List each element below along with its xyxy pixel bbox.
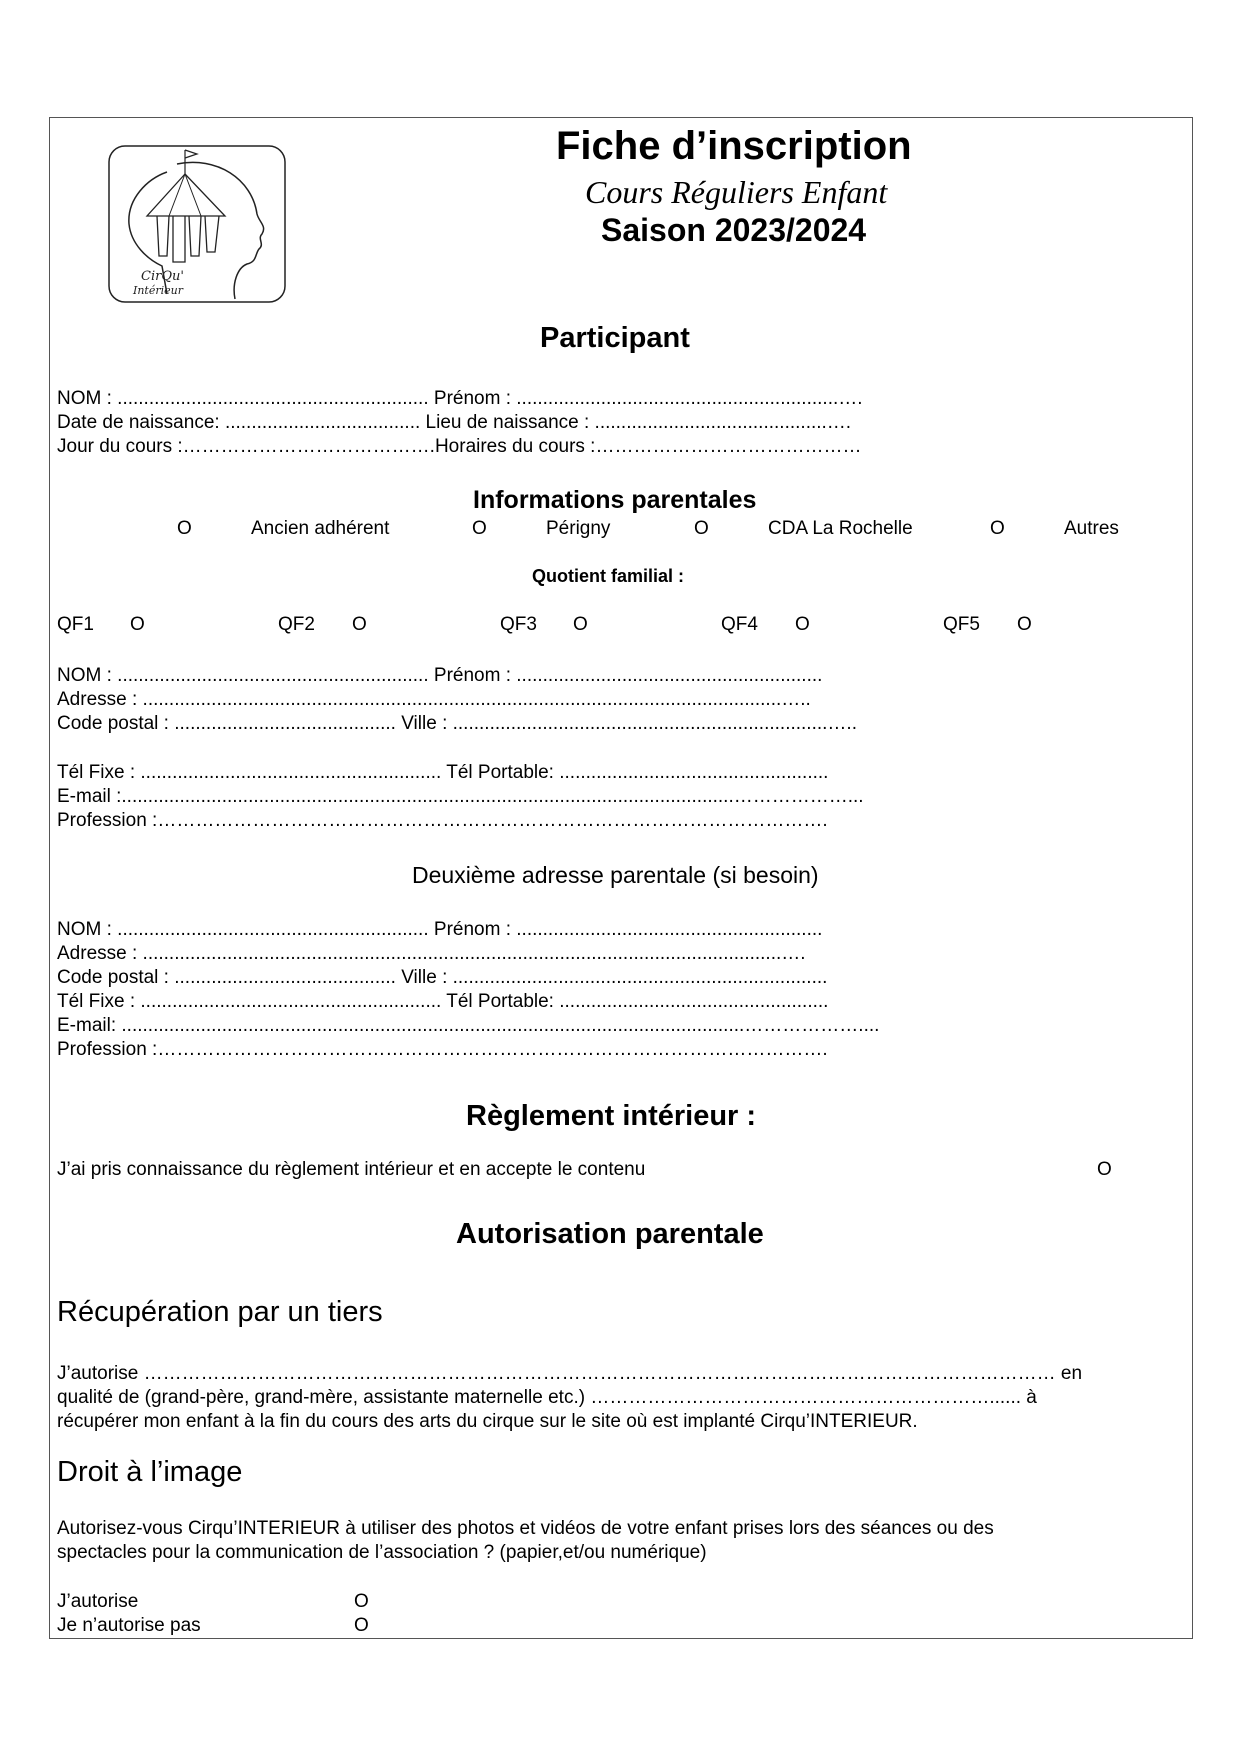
parent2-profession-line[interactable]: Profession :……………………………………………………………………………………………. (57, 1039, 828, 1060)
reglement-circle[interactable]: O (1097, 1159, 1112, 1180)
logo-text-2: Intérieur (133, 284, 183, 297)
choice-autorise-label: J’autorise (57, 1591, 139, 1612)
option-label-cda: CDA La Rochelle (768, 518, 913, 539)
option-label-ancien: Ancien adhérent (251, 518, 390, 539)
qf1-label: QF1 (57, 614, 94, 635)
parent1-address-line[interactable]: Adresse : .........................................................................................................................….. (57, 689, 811, 710)
qf2-label: QF2 (278, 614, 315, 635)
qf-heading: Quotient familial : (532, 566, 685, 586)
qf4-label: QF4 (721, 614, 758, 635)
logo-text-1: CirQu' (141, 269, 184, 284)
parent1-phone-line[interactable]: Tél Fixe : ......................................................... Tél Portable: ................................................... (57, 762, 829, 783)
tiers-line-3: récupérer mon enfant à la fin du cours des arts du cirque sur le site où est implanté Cirqu’INTERIEUR. (57, 1411, 918, 1432)
tiers-line-1[interactable]: J’autorise ……………………………………………………………………………………………………………………………… en (57, 1363, 1083, 1384)
qf3-circle[interactable]: O (573, 614, 588, 635)
option-circle-autres[interactable]: O (990, 518, 1005, 539)
parent1-city-line[interactable]: Code postal : .......................................... Ville : .......................................................................….. (57, 713, 857, 734)
participant-course-line[interactable]: Jour du cours :………………………………….Horaires du cours :…………………………………… (57, 436, 862, 457)
form-title: Fiche d’inscription (556, 124, 912, 168)
image-heading: Droit à l’image (57, 1456, 243, 1488)
qf2-circle[interactable]: O (352, 614, 367, 635)
qf4-circle[interactable]: O (795, 614, 810, 635)
option-circle-cda[interactable]: O (694, 518, 709, 539)
parents-heading: Informations parentales (473, 486, 757, 514)
cirqu-interieur-logo (107, 144, 287, 304)
qf1-circle[interactable]: O (130, 614, 145, 635)
participant-name-line[interactable]: NOM : ........................................................... Prénom : .............................................................…. (57, 388, 863, 409)
image-line-2: spectacles pour la communication de l’association ? (papier,et/ou numérique) (57, 1542, 707, 1563)
parent2-email-line[interactable]: E-mail: ......................................................................................................................……………….... (57, 1015, 880, 1036)
qf5-label: QF5 (943, 614, 980, 635)
parent2-address-line[interactable]: Adresse : .........................................................................................................................…. (57, 943, 806, 964)
choice-refuse-label: Je n’autorise pas (57, 1615, 201, 1636)
form-subtitle: Cours Réguliers Enfant (585, 174, 888, 210)
qf3-label: QF3 (500, 614, 537, 635)
reglement-text: J’ai pris connaissance du règlement intérieur et en accepte le contenu (57, 1159, 646, 1180)
tiers-line-2[interactable]: qualité de (grand-père, grand-mère, assistante maternelle etc.) ………………………………………………………...... à (57, 1387, 1037, 1408)
parent2-phone-line[interactable]: Tél Fixe : ......................................................... Tél Portable: ................................................... (57, 991, 829, 1012)
option-circle-ancien[interactable]: O (177, 518, 192, 539)
option-label-perigny: Périgny (546, 518, 611, 539)
parent1-profession-line[interactable]: Profession :……………………………………………………………………………………………. (57, 810, 828, 831)
reglement-heading: Règlement intérieur : (466, 1100, 757, 1132)
second-address-heading: Deuxième adresse parentale (si besoin) (412, 862, 819, 888)
image-line-1: Autorisez-vous Cirqu’INTERIEUR à utiliser des photos et vidéos de votre enfant prises lors des séances ou des (57, 1518, 994, 1539)
participant-birth-line[interactable]: Date de naissance: ..................................... Lieu de naissance : ............................................…. (57, 412, 852, 433)
option-circle-perigny[interactable]: O (472, 518, 487, 539)
parent1-email-line[interactable]: E-mail :....................................................................................................................………………... (57, 786, 864, 807)
form-season: Saison 2023/2024 (601, 212, 867, 248)
option-label-autres: Autres (1064, 518, 1119, 539)
parent2-city-line[interactable]: Code postal : .......................................... Ville : ....................................................................... (57, 967, 828, 988)
parent2-name-line[interactable]: NOM : ........................................................... Prénom : .......................................................... (57, 919, 823, 940)
participant-heading: Participant (540, 322, 690, 354)
autorisation-heading: Autorisation parentale (456, 1218, 764, 1250)
qf5-circle[interactable]: O (1017, 614, 1032, 635)
parent1-name-line[interactable]: NOM : ........................................................... Prénom : .......................................................... (57, 665, 823, 686)
choice-autorise-circle[interactable]: O (354, 1591, 369, 1612)
tiers-heading: Récupération par un tiers (57, 1296, 383, 1328)
choice-refuse-circle[interactable]: O (354, 1615, 369, 1636)
